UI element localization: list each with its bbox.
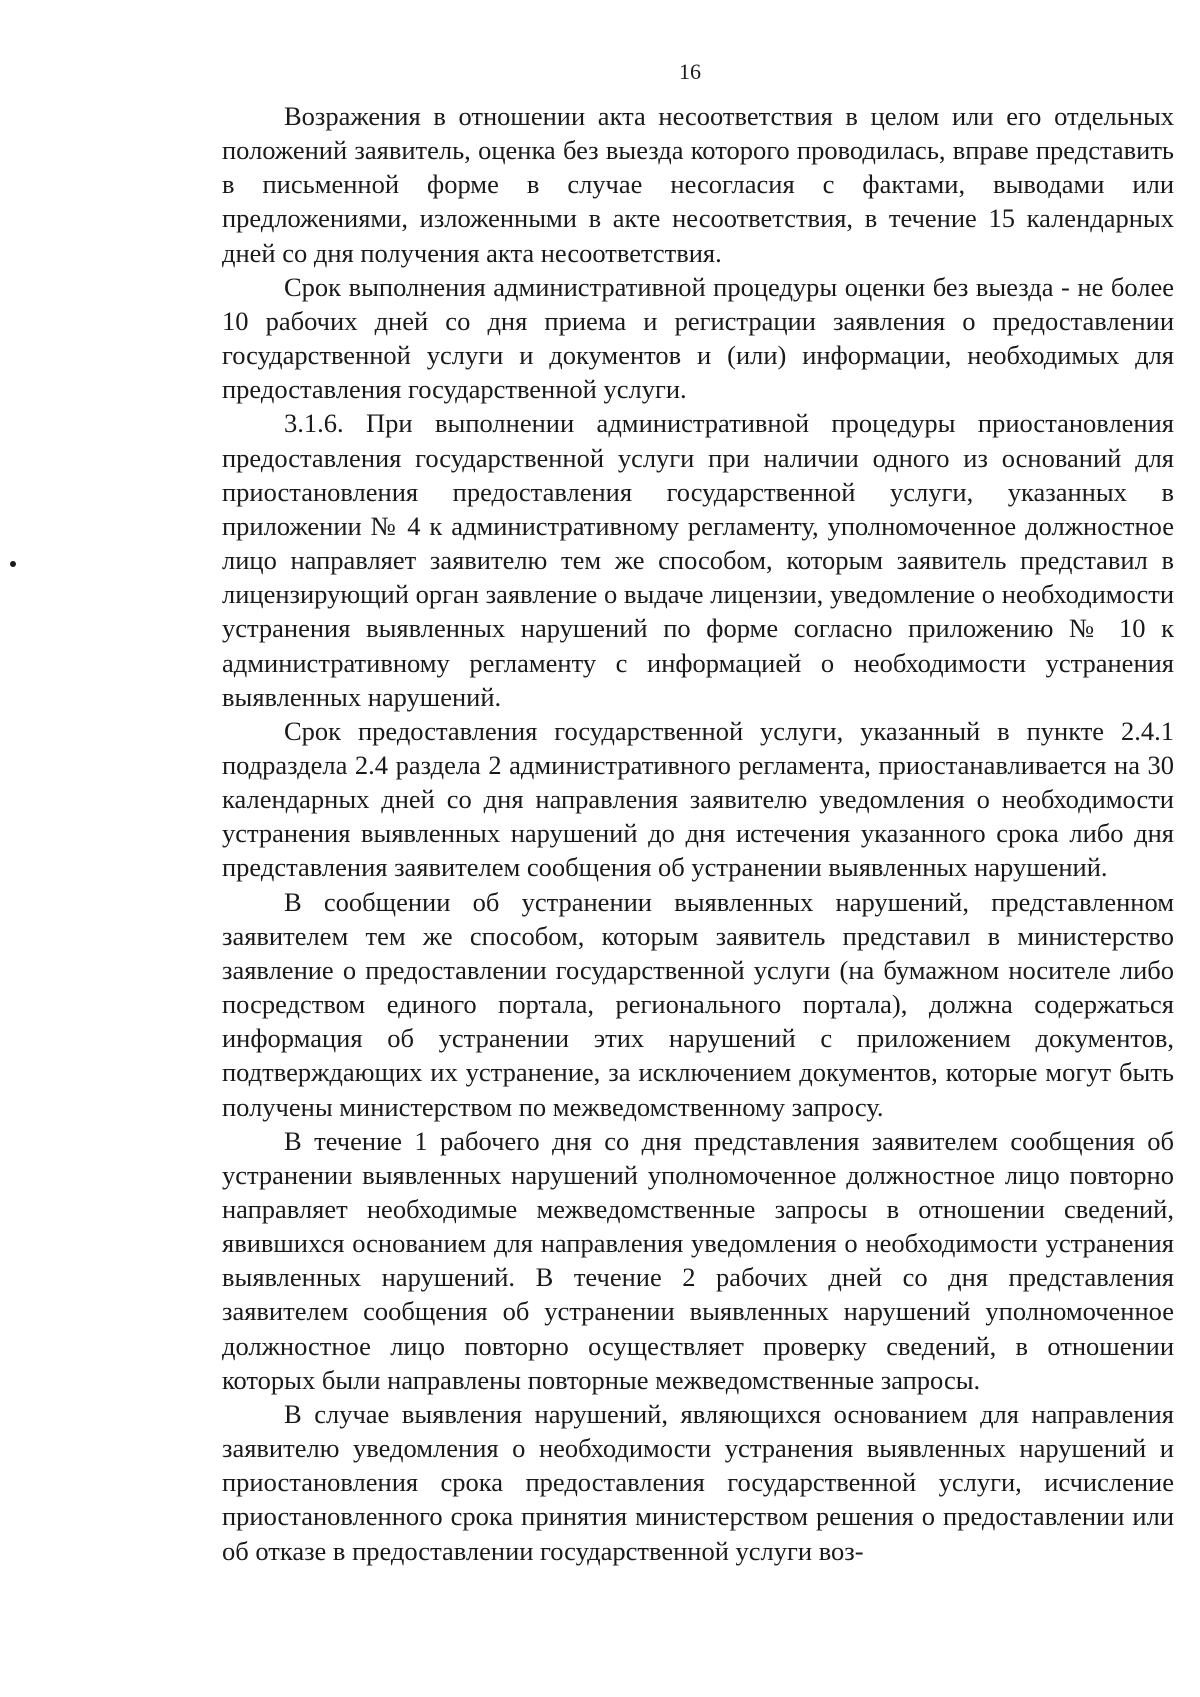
scan-artifact-dot: [10, 561, 16, 567]
paragraph-violation-detection: В случае выявления нарушений, являющихся основанием для направления заявителю уведомления о необходимости устранения выявленных нарушений и приостановления срока предоставления государственной услуги, исчисление приостановленного срока принятия министерством решения о предоставлении или об отказе в предоставлении государственной услуги воз-: [222, 1398, 1174, 1566]
paragraph-objections: Возражения в отношении акта несоответствия в целом или его отдельных положений заявитель, оценка без выезда которого проводилась, вправе представить в письменной форме в случае несогласия с фактами, выводами или предложениями, изложенными в акте несоответствия, в течение 15 календарных дней со дня получения акта несоответствия.: [222, 101, 1174, 268]
paragraph-suspension-term: Срок предоставления государственной услуги, указанный в пункте 2.4.1 подраздела 2.4 раздела 2 административного регламента, приостанавливается на 30 календарных дней со дня направления заявителю уведомления о необходимости устранения выявленных нарушений до дня истечения указанного срока либо дня представления заявителем сообщения об устранении выявленных нарушений.: [222, 715, 1174, 883]
paragraph-suspension-procedure: 3.1.6. При выполнении административной процедуры приостановления предоставления государственной услуги при наличии одного из оснований для приостановления предоставления государственной услуги, указанных в приложении № 4 к административному регламенту, уполномоченное должностное лицо направляет заявителю тем же способом, которым заявитель представил в лицензирующий орган заявление о выдаче лицензии, уведомление о необходимости устранения выявленных нарушений по форме согласно приложению № 10 к административному регламенту с информацией о необходимости устранения выявленных нарушений.: [222, 408, 1174, 712]
paragraph-assessment-deadline: Срок выполнения административной процедуры оценки без выезда - не более 10 рабочих дней со дня приема и регистрации заявления о предоставлении государственной услуги и документов и (или) информации, необходимых для предоставления государственной услуги.: [222, 271, 1174, 405]
paragraph-repeated-requests: В течение 1 рабочего дня со дня представления заявителем сообщения об устранении выявленных нарушений уполномоченное должностное лицо повторно направляет необходимые межведомственные запросы в отношении сведений, явившихся основанием для направления уведомления о необходимости устранения выявленных нарушений. В течение 2 рабочих дней со дня представления заявителем сообщения об устранении выявленных нарушений уполномоченное должностное лицо повторно осуществляет проверку сведений, в отношении которых были направлены повторные межведомственные запросы.: [222, 1125, 1174, 1395]
document-body: [222, 99, 1174, 1568]
page-number: 16: [679, 59, 701, 84]
paragraph-violation-report: В сообщении об устранении выявленных нарушений, представленном заявителем тем же способом, которым заявитель представил в министерство заявление о предоставлении государственной услуги (на бумажном носителе либо посредством единого портала, регионального портала), должна содержаться информация об устранении этих нарушений с приложением документов, подтверждающих их устранение, за исключением документов, которые могут быть получены министерством по межведомственному запросу.: [222, 886, 1174, 1122]
